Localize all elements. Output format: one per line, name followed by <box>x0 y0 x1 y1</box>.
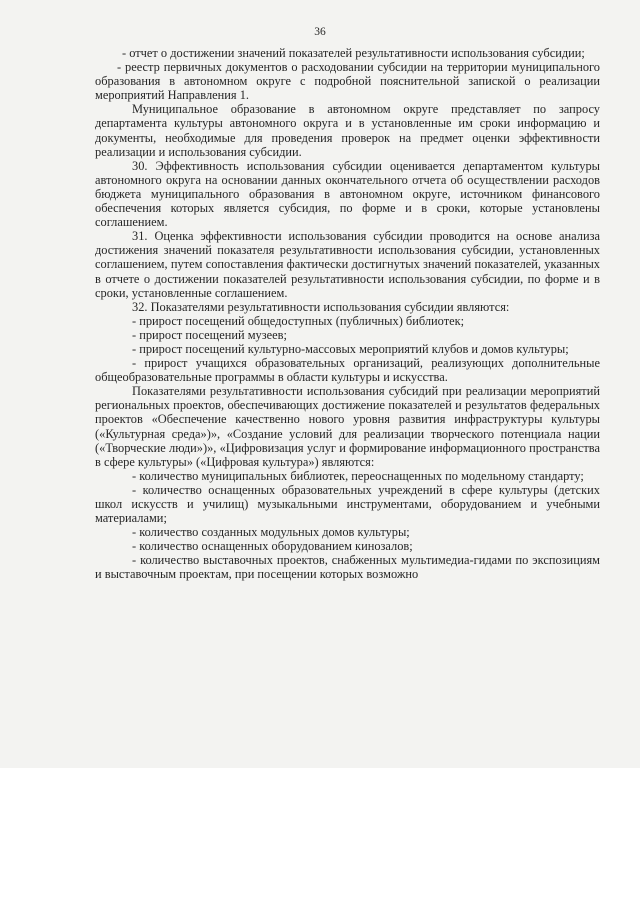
page-number: 36 <box>314 26 326 38</box>
paragraph: - реестр первичных документов о расходовании субсидии на территории муниципального образования в автономном округе с подробной пояснительной запиской о реализации мероприятий Направления 1. <box>95 60 600 103</box>
paragraph: 32. Показателями результативности использования субсидии являются: <box>132 299 510 314</box>
paragraph: - отчет о достижении значений показателей результативности использования субсидии; <box>122 46 585 60</box>
paragraph: 31. Оценка эффективности использования субсидии проводится на основе анализа достижения значений показателя результативности использования субсидии, установленных соглашением, путем сопоставления фактически достигнутых значений показателей, указанных в отчете о достижении показателей результативности использования субсидии, по форме и в сроки, установленные соглашением. <box>95 229 600 300</box>
list-item: - прирост посещений музеев; <box>132 327 287 342</box>
paragraph: Показателями результативности использования субсидий при реализации мероприятий региональных проектов, обеспечивающих достижение показателей и результатов федеральных проектов «Обеспечение качественно нового уровня развития инфраструктуры культуры («Культурная среда»)», «Создание условий для реализации творческого потенциала нации («Творческие люди»)», «Цифровизация услуг и формирование информационного пространства в сфере культуры» («Цифровая культура») являются: <box>95 384 600 469</box>
list-item: - прирост посещений общедоступных (публичных) библиотек; <box>132 313 465 328</box>
list-item: - количество оснащенных образовательных учреждений в сфере культуры (детских школ искусств и училищ) музыкальными инструментами, оборудованием и учебными материалами; <box>95 482 600 526</box>
list-item: - количество выставочных проектов, снабженных мультимедиа-гидами по экспозициям и выставочным проектам, при посещении которых возможно <box>95 553 600 582</box>
list-item: - прирост посещений культурно-массовых мероприятий клубов и домов культуры; <box>132 341 569 356</box>
list-item: - прирост учащихся образовательных организаций, реализующих дополнительные общеобразовательные программы в области культуры и искусства. <box>95 356 600 385</box>
list-item: - количество созданных модульных домов культуры; <box>132 525 410 540</box>
list-item: - количество оснащенных оборудованием кинозалов; <box>132 539 413 554</box>
page-body <box>95 46 600 582</box>
paragraph: Муниципальное образование в автономном округе представляет по запросу департамента культуры автономного округа и в установленные им сроки информацию и документы, необходимые для проведения проверок на предмет оценки эффективности реализации и использования субсидии. <box>95 102 600 159</box>
list-item: - количество муниципальных библиотек, переоснащенных по модельному стандарту; <box>132 468 584 483</box>
paragraph: 30. Эффективность использования субсидии оценивается департаментом культуры автономного округа на основании данных окончательного отчета об осуществлении расходов бюджета муниципального образования в автономном округе, источником финансового обеспечения которых является субсидия, по форме и в сроки, которые установлены соглашением. <box>95 158 600 230</box>
